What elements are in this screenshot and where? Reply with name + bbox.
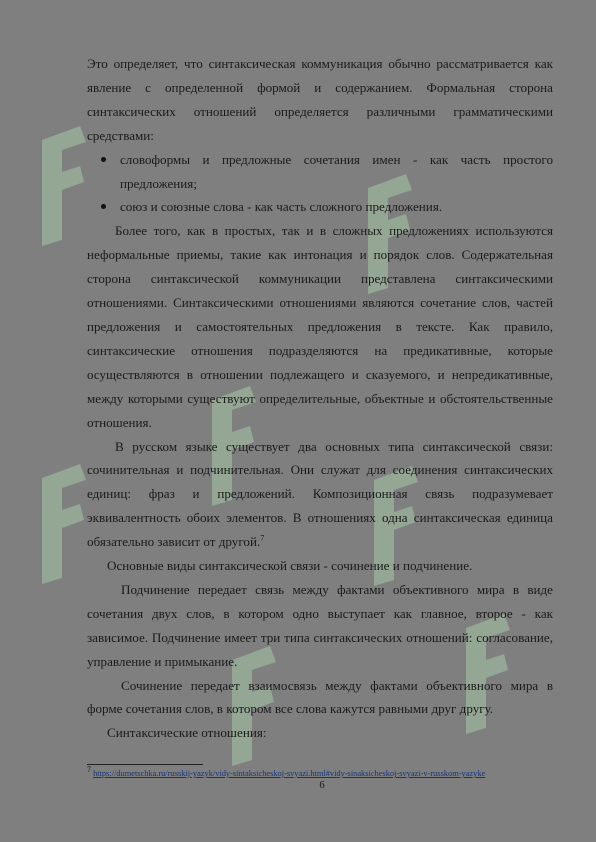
footnote-ref[interactable]: 7 [260,533,265,543]
footnote-number: 7 [87,765,91,775]
list-item: союз и союзные слова - как часть сложного предложения. [87,195,553,219]
paragraph: Синтаксические отношения: [107,725,267,741]
footnote [87,765,557,779]
bullet-list [87,148,553,220]
paragraph: Сочинение передает взаимосвязь между фактами объективного мира в форме сочетания слов, в котором все слова кажутся равными друг другу. [87,677,553,717]
list-item: словоформы и предложные сочетания имен - как часть простого предложения; [87,148,553,196]
body-text [87,52,553,745]
paragraph: Это определяет, что синтаксическая коммуникация обычно рассматривается как явление с определенной формой и содержанием. Формальная сторона синтаксических отношений определяется различными грамматическими средствами: [87,56,553,143]
paragraph: В русском языке существует два основных типа синтаксической связи: сочинительная и подчинительная. Они служат для соединения синтаксических единиц: фраз и предложений. Композиционная связь подразумевает эквивалентность обоих элементов. В отношениях одна синтаксическая единица обязательно зависит от другой.$^7$ [87,438,553,550]
page-number: 6 [319,780,325,791]
bullet-icon [101,204,106,209]
footnote-separator [87,764,203,765]
paragraph: Более того, как в простых, так и в сложных предложениях используются неформальные приемы, такие как интонация и порядок слов. Содержательная сторона синтаксической коммуникации представлена синтаксическими отношениями. Синтаксическими отношениями являются сочетание слов, частей предложения и самостоятельных предложения в тексте. Как правило, синтаксические отношения подразделяются на предикативные, которые осуществляются в отношении подлежащего и сказуемого, и непредикативные, между которыми существуют определительные, объектные и обстоятельственные отношения. [87,223,553,430]
bullet-icon [101,157,106,162]
paragraph: Основные виды синтаксической связи - сочинение и подчинение. [107,558,473,574]
footnote-link[interactable]: https://dumetschka.ru/russkij-yazyk/vidy-sintaksicheskoj-svyazi.html#vidy-sinaksicheskoj-svyazi-v-russkom-yazyke [93,769,486,778]
paragraph: Подчинение передает связь между фактами объективного мира в виде сочетания двух слов, в котором одно выступает как главное, второе - как зависимое. Подчинение имеет три типа синтаксических отношений: согласование, управление и примыкание. [87,581,553,669]
